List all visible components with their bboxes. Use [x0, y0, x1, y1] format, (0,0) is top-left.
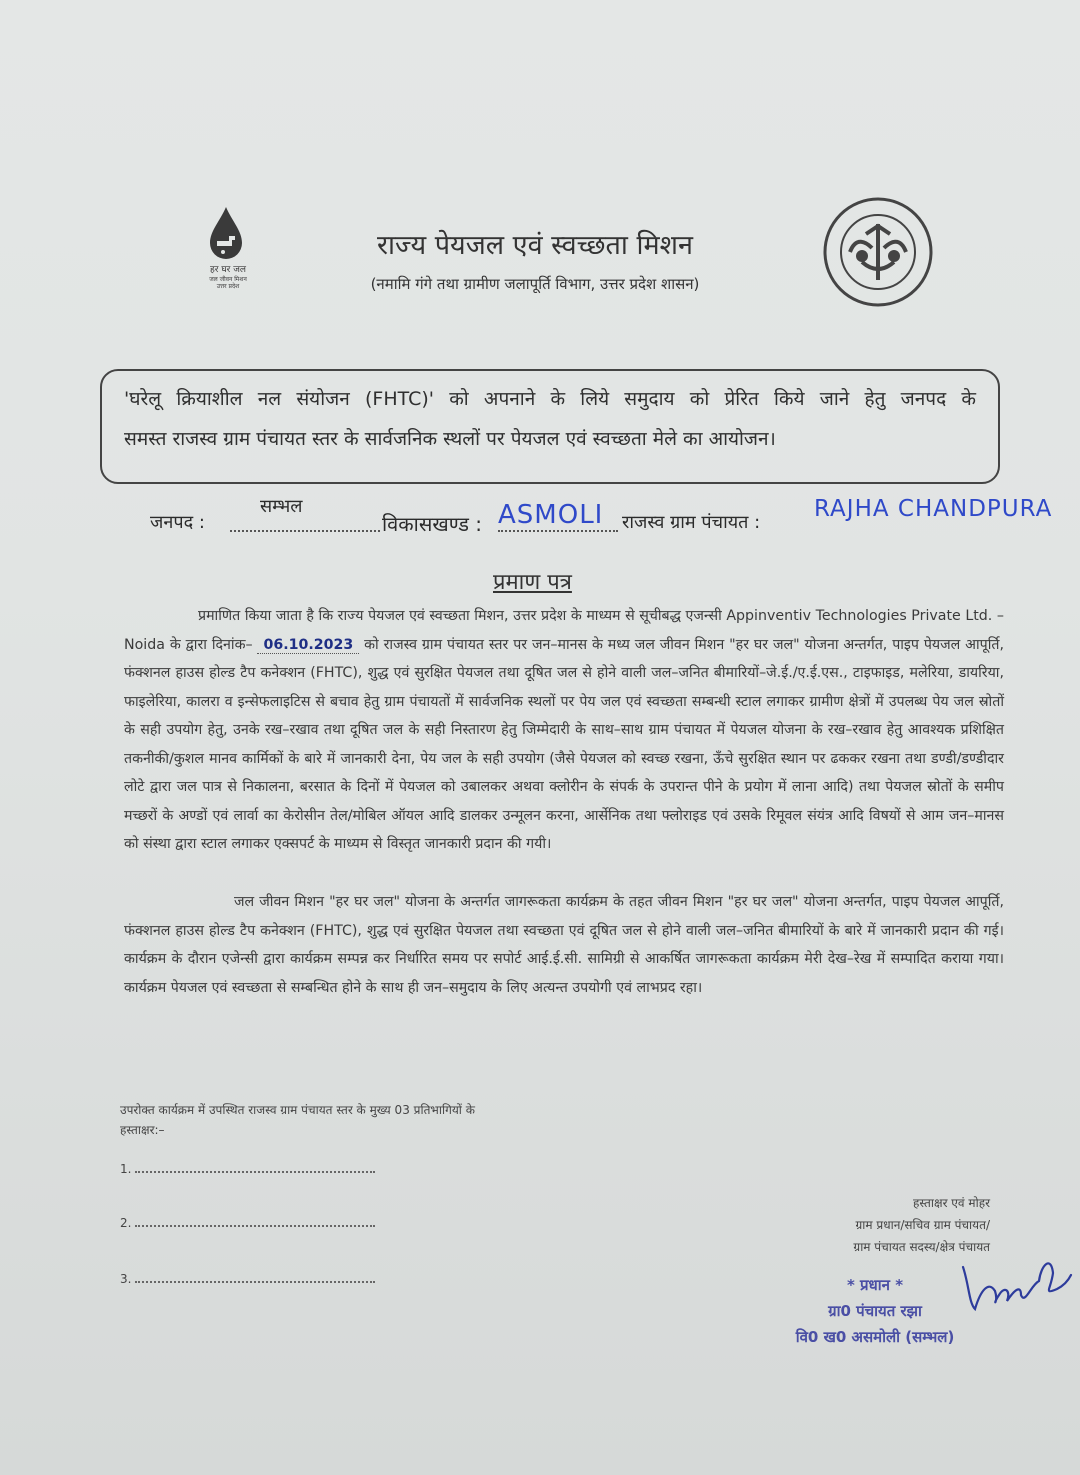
notice-line1: 'घरेलू क्रियाशील नल संयोजन (FHTC)' को अपनाने के लिये समुदाय को प्रेरित किये जाने हेतु जनपद के — [124, 388, 976, 410]
paragraph-1-start: प्रमाणित किया जाता है कि राज्य पेयजल एवं स्वच्छता मिशन, उत्तर प्रदेश के माध्यम से सूचीबद्ध एजन्सी Appinventiv Technologies Private Ltd. – Noida के द्वारा दिनांक– — [124, 608, 1004, 653]
paragraph-1-end: को राजस्व ग्राम पंचायत स्तर पर जन–मानस के मध्य जल जीवन मिशन "हर घर जल" योजना अन्तर्गत, पाइप पेयजल आपूर्ति, फंक्शनल हाउस होल्ड टैप कनेक्शन (FHTC), शुद्ध एवं सुरक्षित पेयजल तथा दूषित जल से होने वाली जल–जनित बीमारियों–जे.ई./ए.ई.एस., टाइफाइड, मलेरिया, डायरिया, फाइलेरिया, कालरा व इन्सेफलाइटिस से बचाव हेतु ग्राम पंचायतों में सार्वजनिक स्थलों पर पेय जल एवं स्वच्छता सम्बन्धी स्टाल लगाकर ग्रामीण क्षेत्रों में उपलब्ध पेय जल स्रोतों के सही उपयोग हेतु, उनके रख–रखाव तथा दूषित जल के सही निस्तारण हेतु जिम्मेदारी के साथ–साथ ग्राम पंचायत में पेयजल योजना के रख–रखाव हेतु आवश्यक प्रशिक्षित तकनीकी/कुशल मानव कार्मिकों के बारे में जानकारी देना, पेय जल के सही उपयोग (जैसे पेयजल को स्वच्छ रखना, ऊँचे सुरक्षित स्थान पर ढककर रखना तथा डण्डी/डण्डीदार लोटे द्वारा जल पात्र से निकालना, बरसात के दिनों में पेयजल को उबालकर अथवा क्लोरीन के संपर्क के उपरान्त पीने के प्रयोग में लाना आदि) तथा पेयजल स्रोतों के समीप मच्छरों के अण्डों एवं लार्वा का केरोसीन तेल/मोबिल ऑयल आदि डालकर उन्मूलन करना, आर्सेनिक तथा फ्लोराइड एवं उसके रिमूवल संयंत्र आदि विषयों से आम जन–मानस को संस्था द्वारा स्टाल लगाकर एक्सपर्ट के माध्यम से विस्तृत जानकारी प्रदान की गयी। — [124, 636, 1005, 852]
district-field — [230, 510, 380, 532]
attendance-line2: हस्ताक्षर:– — [120, 1123, 165, 1137]
page-subtitle: (नमामि गंगे तथा ग्रामीण जलापूर्ति विभाग, उत्तर प्रदेश शासन) — [370, 275, 700, 293]
district-value: सम्भल — [260, 496, 303, 517]
participant-signature-3 — [120, 1272, 375, 1286]
page-title: राज्य पेयजल एवं स्वच्छता मिशन — [377, 230, 693, 261]
location-fields — [150, 496, 1053, 536]
event-date: 06.10.2023 — [257, 637, 359, 654]
stamp-line-2: ग्रा0 पंचायत रझा — [828, 1302, 922, 1320]
certificate-paragraph-1 — [124, 602, 1004, 859]
handwritten-signature — [955, 1245, 1075, 1325]
signatory-label-2: ग्राम प्रधान/सचिव ग्राम पंचायत/ — [855, 1218, 990, 1232]
certificate-paragraph-2: जल जीवन मिशन "हर घर जल" योजना के अन्तर्गत जागरूकता कार्यक्रम के तहत जीवन मिशन "हर घर जल" योजना अन्तर्गत, पाइप पेयजल आपूर्ति, फंक्शनल हाउस होल्ड टैप कनेक्शन (FHTC), शुद्ध एवं सुरक्षित पेयजल तथा स्वच्छता एवं दूषित जल से होने वाली जल–जनित बीमारियों के बारे में जानकारी प्रदान की गई। कार्यक्रम के दौरान एजेन्सी द्वारा कार्यक्रम सम्पन्न कर निर्धारित समय पर सपोर्ट आई.ई.सी. सामिग्री से आकर्षित जागरूकता कार्यक्रम मेरी देख–रेख में सम्पादित कराया गया। कार्यक्रम पेयजल एवं स्वच्छता से सम्बन्धित होने के साथ ही जन–समुदाय के लिए अत्यन्त उपयोगी एवं लाभप्रद रहा। — [124, 894, 1004, 996]
logo-tag-line2: जल जीवन मिशन — [209, 276, 247, 283]
certificate-heading: प्रमाण पत्र — [493, 570, 572, 595]
participant-number-2: 2. — [120, 1216, 132, 1230]
up-government-emblem-icon — [822, 196, 934, 308]
attendance-note — [120, 1100, 475, 1140]
attendance-line1: उपरोक्त कार्यक्रम में उपस्थित राजस्व ग्राम पंचायत स्तर के मुख्य 03 प्रतिभागियों के — [120, 1103, 475, 1117]
logo-tag-line1: हर घर जल — [210, 265, 246, 275]
participant-signature-1 — [120, 1162, 375, 1176]
participant-number-3: 3. — [120, 1272, 132, 1286]
stamp-line-1: * प्रधान * — [846, 1276, 904, 1294]
participant-signature-2 — [120, 1216, 375, 1230]
stamp-line-3: वि0 ख0 असमोली (सम्भल) — [795, 1328, 955, 1346]
panchayat-value: RAJHA CHANDPURA — [814, 496, 1053, 522]
notice-line2: समस्त राजस्व ग्राम पंचायत स्तर के सार्वजनिक स्थलों पर पेयजल एवं स्वच्छता मेले का आयोजन। — [124, 428, 776, 450]
district-label: जनपद : — [150, 512, 205, 533]
block-value: ASMOLI — [498, 500, 604, 530]
signatory-label-3: ग्राम पंचायत सदस्य/क्षेत्र पंचायत — [853, 1240, 990, 1254]
panchayat-label: राजस्व ग्राम पंचायत : — [622, 512, 761, 533]
block-label: विकासखण्ड : — [382, 512, 483, 536]
participant-number-1: 1. — [120, 1162, 132, 1176]
event-notice-box — [100, 369, 1000, 484]
logo-tag-line3: उत्तर प्रदेश — [216, 283, 240, 290]
signatory-label-1: हस्ताक्षर एवं मोहर — [912, 1196, 990, 1210]
water-drop-icon — [206, 205, 246, 263]
